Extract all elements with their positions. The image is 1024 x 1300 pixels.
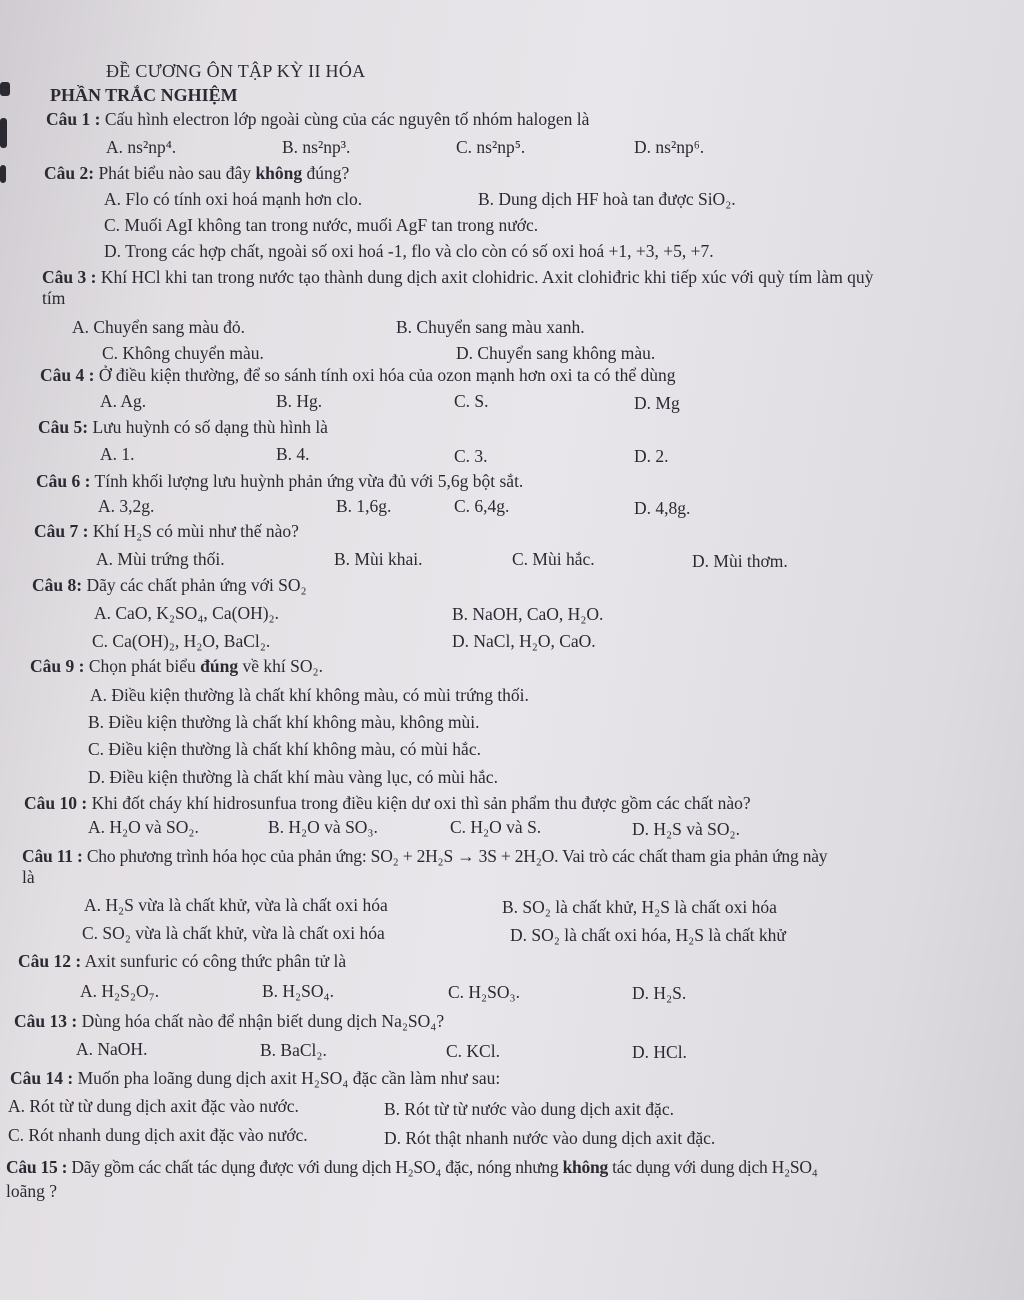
question-label: Câu 5: <box>38 417 89 437</box>
option-c: C. S. <box>454 391 489 411</box>
question-label: Câu 7 : <box>34 521 89 541</box>
question-text: Axit sunfuric có công thức phân tử là <box>84 951 347 971</box>
option-b: B. H₂SO₄. <box>262 981 335 1001</box>
question-label: Câu 14 : <box>10 1068 74 1088</box>
option-c: C. KCl. <box>446 1041 500 1061</box>
question-label: Câu 9 : <box>30 656 85 676</box>
question-text: Khi đốt cháy khí hidrosunfua trong điều kiện dư oxi thì sản phẩm thu được gồm các chất nào? <box>91 793 751 813</box>
option-b: B. SO₂ là chất khử, H₂S là chất oxi hóa <box>502 897 777 917</box>
question-label: Câu 12 : <box>18 951 82 971</box>
option-b: B. Hg. <box>276 391 323 411</box>
option-d: D. ns²np⁶. <box>634 137 705 157</box>
question-text: Ở điều kiện thường, để so sánh tính oxi hóa của ozon mạnh hơn oxi ta có thể dùng <box>98 365 676 385</box>
question-7 <box>34 520 299 542</box>
option-d: D. Rót thật nhanh nước vào dung dịch axit đặc. <box>384 1128 716 1148</box>
question-12 <box>18 950 346 972</box>
option-b: B. 4. <box>276 444 310 464</box>
option-c: C. Mùi hắc. <box>512 549 595 569</box>
question-text: Tính khối lượng lưu huỳnh phản ứng vừa đủ với 5,6g bột sắt. <box>94 471 524 491</box>
question-text: Muốn pha loãng dung dịch axit H₂SO₄ đặc cần làm như sau: <box>77 1068 501 1088</box>
question-label: Câu 6 : <box>36 471 91 491</box>
option-c: C. SO₂ vừa là chất khử, vừa là chất oxi hóa <box>82 923 385 943</box>
option-a: A. Điều kiện thường là chất khí không màu, có mùi trứng thối. <box>90 685 529 705</box>
option-d: D. Mg <box>634 393 680 413</box>
option-b: B. Điều kiện thường là chất khí không màu, không mùi. <box>88 712 480 732</box>
question-11 <box>22 845 827 867</box>
section-title: PHẦN TRẮC NGHIỆM <box>50 85 238 105</box>
question-label: Câu 8: <box>32 575 83 595</box>
option-a: A. 3,2g. <box>98 496 155 516</box>
question-label: Câu 4 : <box>40 365 95 385</box>
option-a: A. H₂S vừa là chất khử, vừa là chất oxi hóa <box>84 895 388 915</box>
option-c: C. H₂SO₃. <box>448 982 521 1002</box>
binding-mark <box>0 118 7 148</box>
question-label: Câu 1 : <box>46 109 101 129</box>
option-b: B. NaOH, CaO, H₂O. <box>452 604 604 624</box>
question-15 <box>6 1156 818 1178</box>
option-c: C. Điều kiện thường là chất khí không màu, có mùi hắc. <box>88 739 481 759</box>
question-emphasis: không <box>255 163 303 183</box>
question-text: về khí SO₂. <box>238 656 323 676</box>
question-14 <box>10 1067 500 1089</box>
question-label: Câu 13 : <box>14 1011 78 1031</box>
option-b: B. Rót từ từ nước vào dung dịch axit đặc. <box>384 1099 674 1119</box>
question-9 <box>30 655 323 677</box>
question-text: Dãy các chất phản ứng với SO₂ <box>86 575 307 595</box>
option-b: B. BaCl₂. <box>260 1040 327 1060</box>
question-15-continued: loãng ? <box>6 1181 58 1201</box>
question-emphasis: không <box>562 1157 609 1177</box>
option-a: A. 1. <box>100 444 135 464</box>
option-a: A. Ag. <box>100 391 147 411</box>
option-a: A. Mùi trứng thối. <box>96 549 225 569</box>
question-text: Lưu huỳnh có số dạng thù hình là <box>92 417 328 437</box>
option-c: C. 3. <box>454 446 488 466</box>
question-emphasis: đúng <box>200 656 239 676</box>
option-a: A. CaO, K₂SO₄, Ca(OH)₂. <box>94 603 280 623</box>
option-d: D. 2. <box>634 446 669 466</box>
option-d: D. Chuyển sang không màu. <box>456 343 656 363</box>
page-title: ĐỀ CƯƠNG ÔN TẬP KỲ II HÓA <box>106 61 366 81</box>
option-a: A. ns²np⁴. <box>106 137 177 157</box>
option-d: D. H₂S và SO₂. <box>632 819 740 839</box>
question-11-continued: là <box>22 867 35 887</box>
option-a: A. Rót từ từ dung dịch axit đặc vào nước. <box>8 1096 299 1116</box>
option-b: B. Dung dịch HF hoà tan được SiO₂. <box>478 189 736 209</box>
question-label: Câu 3 : <box>42 267 97 287</box>
option-a: A. NaOH. <box>76 1039 148 1059</box>
option-c: C. Muối AgI không tan trong nước, muối AgF tan trong nước. <box>104 215 539 235</box>
option-c: C. Ca(OH)₂, H₂O, BaCl₂. <box>92 631 271 651</box>
option-d: D. NaCl, H₂O, CaO. <box>452 631 596 651</box>
question-1 <box>46 108 589 130</box>
option-c: C. H₂O và S. <box>450 817 542 837</box>
question-text: tác dụng với dung dịch H₂SO₄ <box>608 1157 818 1177</box>
question-text: Phát biểu nào sau đây <box>98 163 256 183</box>
option-d: D. HCl. <box>632 1042 687 1062</box>
option-c: C. 6,4g. <box>454 496 510 516</box>
option-a: A. Chuyển sang màu đỏ. <box>72 317 246 337</box>
question-6 <box>36 470 523 492</box>
option-b: B. H₂O và SO₃. <box>268 817 378 837</box>
option-a: A. Flo có tính oxi hoá mạnh hơn clo. <box>104 189 363 209</box>
option-c: C. ns²np⁵. <box>456 137 526 157</box>
option-d: D. H₂S. <box>632 983 687 1003</box>
option-b: B. 1,6g. <box>336 496 392 516</box>
question-2 <box>44 162 349 184</box>
option-d: D. Mùi thơm. <box>692 551 788 571</box>
option-d: D. 4,8g. <box>634 498 691 518</box>
binding-mark <box>0 165 6 183</box>
option-b: B. Chuyển sang màu xanh. <box>396 317 585 337</box>
question-5 <box>38 416 328 438</box>
question-text: Chọn phát biểu <box>88 656 201 676</box>
question-text: Cho phương trình hóa học của phản ứng: SO₂ + 2H₂S → 3S + 2H₂O. Vai trò các chất tham gia phản ứng này <box>86 846 828 866</box>
option-c: C. Rót nhanh dung dịch axit đặc vào nước. <box>8 1125 308 1145</box>
option-d: D. SO₂ là chất oxi hóa, H₂S là chất khử <box>510 925 786 945</box>
question-text: đúng? <box>302 163 350 183</box>
option-d: D. Trong các hợp chất, ngoài số oxi hoá -1, flo và clo còn có số oxi hoá +1, +3, +5, +7. <box>104 241 714 261</box>
question-13 <box>14 1010 444 1032</box>
option-b: B. Mùi khai. <box>334 549 423 569</box>
binding-mark <box>0 82 10 96</box>
question-8 <box>32 574 307 596</box>
question-text: Dùng hóa chất nào để nhận biết dung dịch Na₂SO₄? <box>81 1011 445 1031</box>
question-label: Câu 10 : <box>24 793 88 813</box>
question-text: Cấu hình electron lớp ngoài cùng của các nguyên tố nhóm halogen là <box>104 109 590 129</box>
option-a: A. H₂O và SO₂. <box>88 817 199 837</box>
question-text: Dãy gồm các chất tác dụng được với dung dịch H₂SO₄ đặc, nóng nhưng <box>71 1157 563 1177</box>
question-label: Câu 15 : <box>6 1157 68 1177</box>
option-b: B. ns²np³. <box>282 137 351 157</box>
question-label: Câu 2: <box>44 163 95 183</box>
option-d: D. Điều kiện thường là chất khí màu vàng lục, có mùi hắc. <box>88 767 498 787</box>
question-10 <box>24 792 751 814</box>
question-text: Khí HCl khi tan trong nước tạo thành dung dịch axit clohidric. Axit clohiđric khi tiếp xúc với quỳ tím làm quỳ <box>100 267 874 287</box>
option-a: A. H₂S₂O₇. <box>80 981 160 1001</box>
question-label: Câu 11 : <box>22 846 83 866</box>
question-4 <box>40 364 676 386</box>
question-3-continued: tím <box>42 288 66 308</box>
question-3 <box>42 266 873 288</box>
question-text: Khí H₂S có mùi như thế nào? <box>92 521 299 541</box>
option-c: C. Không chuyển màu. <box>102 343 264 363</box>
